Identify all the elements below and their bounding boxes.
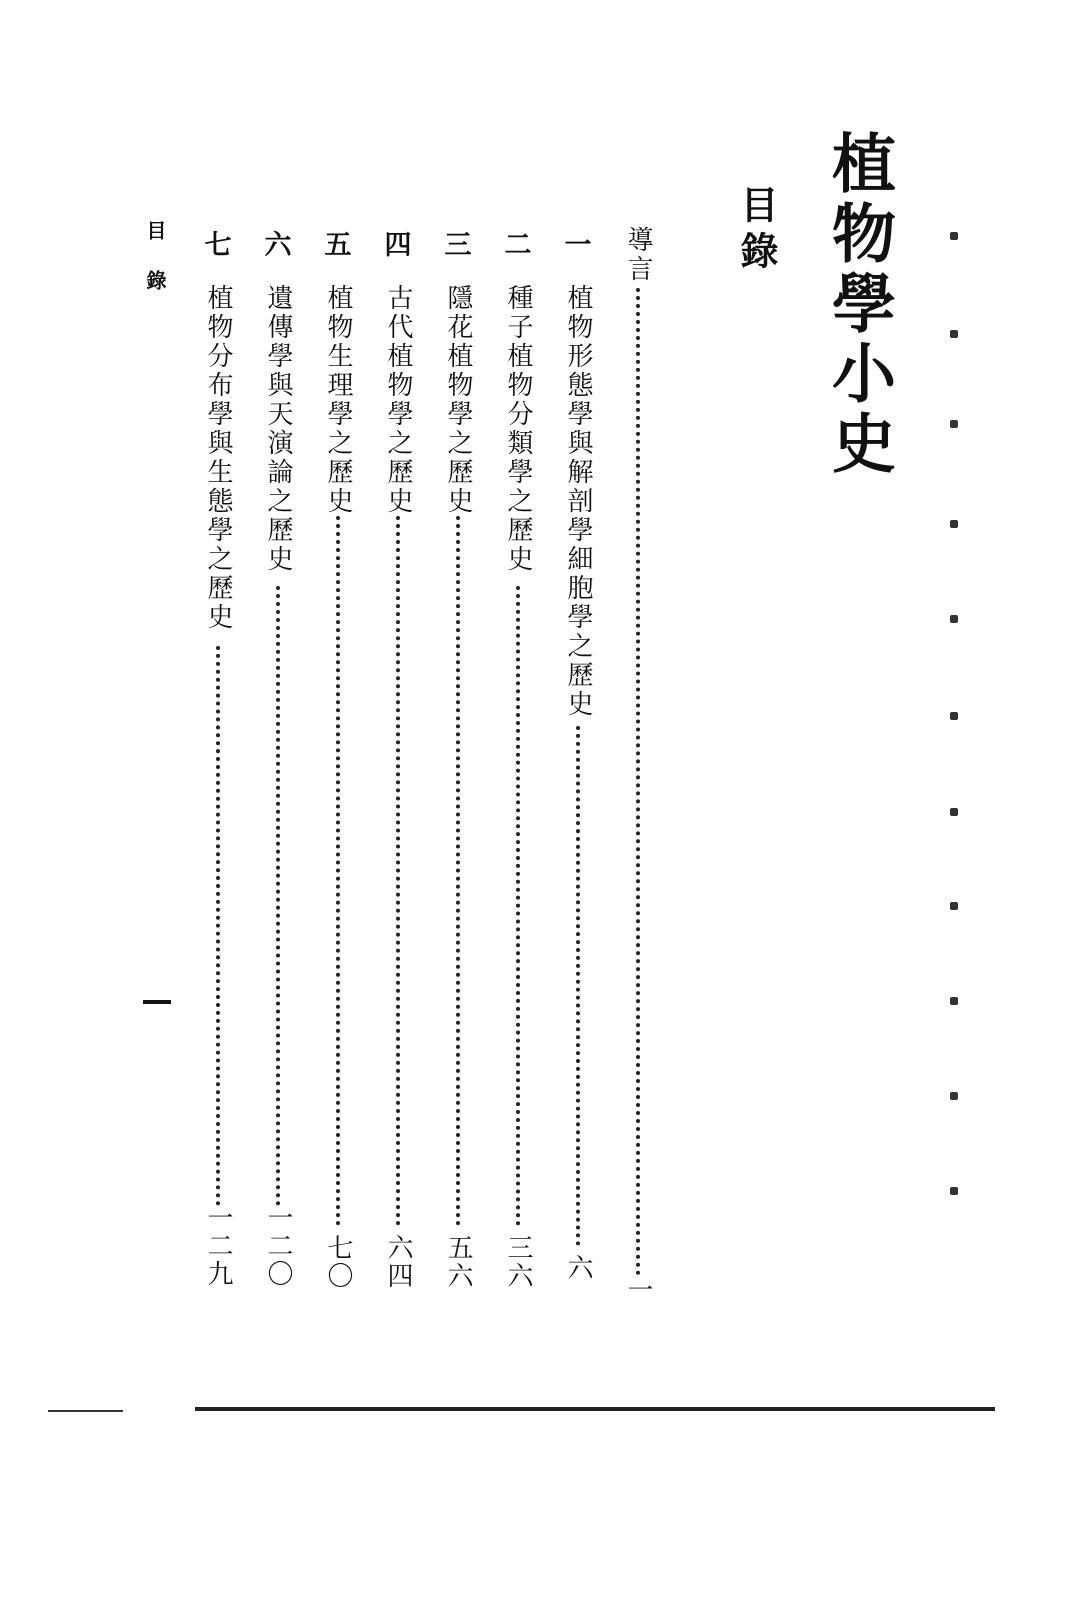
toc-entry-introduction[interactable] [618, 226, 658, 1316]
toc-entry-5[interactable] [318, 226, 358, 1316]
binding-mark [950, 808, 958, 816]
dot-leader [336, 516, 340, 1226]
dot-leader [396, 516, 400, 1226]
book-title: 植物學小史 [821, 130, 896, 480]
toc-entry-label: 古代植物學之歷史 [383, 284, 413, 516]
folio-page-number [143, 1000, 171, 1004]
binding-mark [950, 330, 958, 338]
toc-entry-number: 三 [444, 230, 472, 261]
toc-entry-1[interactable] [558, 226, 598, 1316]
binding-mark [950, 1092, 958, 1100]
dot-leader [576, 726, 580, 1246]
toc-entry-page: 一 [623, 1276, 653, 1304]
toc-entry-3[interactable] [438, 226, 478, 1316]
bottom-rule-short [48, 1410, 123, 1412]
toc-entry-7[interactable] [198, 226, 238, 1316]
dot-leader [276, 586, 280, 1206]
toc-entry-label: 遺傳學與天演論之歷史 [263, 284, 293, 574]
toc-entry-label: 植物生理學之歷史 [323, 284, 353, 516]
toc-entry-number: 二 [504, 230, 532, 261]
toc-entry-page: 一二〇 [263, 1204, 293, 1288]
toc-entry-page: 五六 [443, 1234, 473, 1290]
toc-entry-number: 四 [384, 230, 412, 261]
toc-entry-page: 一二九 [203, 1204, 233, 1288]
toc-heading: 目錄 [734, 185, 779, 277]
binding-mark [950, 615, 958, 623]
binding-mark [950, 902, 958, 910]
toc-entry-6[interactable] [258, 226, 298, 1316]
binding-mark [950, 232, 958, 240]
binding-mark [950, 420, 958, 428]
toc-entry-label: 植物分布學與生態學之歷史 [203, 284, 233, 632]
toc-entry-page: 三六 [503, 1234, 533, 1290]
toc-entry-label: 植物形態學與解剖學細胞學之歷史 [563, 284, 593, 719]
dot-leader [516, 586, 520, 1226]
binding-mark [950, 520, 958, 528]
dot-leader [456, 516, 460, 1226]
bottom-rule [195, 1407, 995, 1411]
dot-leader [216, 646, 220, 1206]
toc-entry-page: 六四 [383, 1234, 413, 1290]
binding-mark [950, 997, 958, 1005]
toc-entry-number: 七 [204, 230, 232, 261]
toc-entry-number: 五 [324, 230, 352, 261]
running-footer: 目錄 [143, 220, 167, 320]
toc-entry-label: 導言 [623, 226, 653, 284]
toc-entry-4[interactable] [378, 226, 418, 1316]
toc-entry-page: 六 [563, 1254, 593, 1282]
toc-entry-2[interactable] [498, 226, 538, 1316]
toc-entry-page: 七〇 [323, 1234, 353, 1290]
binding-mark [950, 712, 958, 720]
toc-entry-label: 種子植物分類學之歷史 [503, 284, 533, 574]
toc-entry-label: 隱花植物學之歷史 [443, 284, 473, 516]
dot-leader [636, 288, 640, 1276]
binding-mark [950, 1187, 958, 1195]
toc-entry-number: 一 [564, 230, 592, 261]
toc-entry-number: 六 [264, 230, 292, 261]
